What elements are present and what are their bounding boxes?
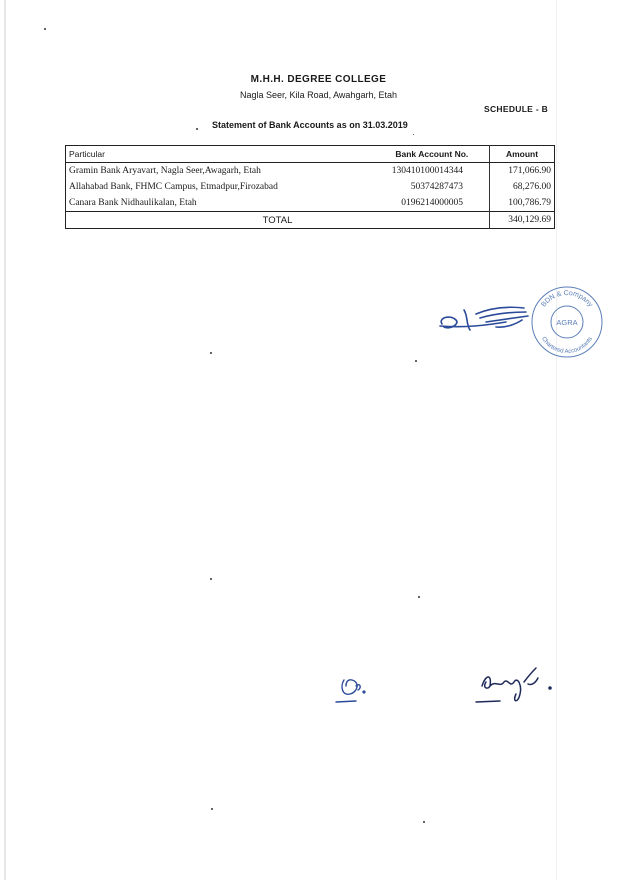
header-amount: Amount xyxy=(490,146,555,163)
cell-amount: 68,276.00 xyxy=(490,179,555,195)
cell-account: 130410100014344 xyxy=(391,166,464,176)
header-particular: Particular xyxy=(66,146,375,163)
total-amount: 340,129.69 xyxy=(490,212,555,229)
cell-particular: Allahabad Bank, FHMC Campus, Etmadpur,Firozabad xyxy=(69,182,278,192)
scan-speck xyxy=(210,352,212,354)
table-header-row xyxy=(66,146,555,163)
bank-accounts-table xyxy=(65,145,555,229)
total-label: TOTAL xyxy=(66,212,490,229)
scan-speck xyxy=(211,808,213,810)
scan-edge xyxy=(4,0,6,880)
stamp-top-text: BDN & Company xyxy=(540,289,594,309)
college-signature-strokes xyxy=(476,668,551,702)
cell-amount: 171,066.90 xyxy=(490,163,555,180)
cell-account: 50374287473 xyxy=(410,182,464,192)
scan-speck xyxy=(418,596,420,598)
stamp-bottom-text: Chartered Accountants xyxy=(540,336,594,356)
initial-signature xyxy=(334,672,374,706)
scan-speck xyxy=(196,128,198,130)
table-row xyxy=(66,179,555,195)
schedule-label: SCHEDULE - B xyxy=(484,104,549,114)
table-row xyxy=(66,195,555,212)
auditor-signature xyxy=(436,300,536,338)
table-row xyxy=(66,163,555,180)
cell-account: 0196214000005 xyxy=(401,198,464,208)
cell-particular: Gramin Bank Aryavart, Nagla Seer,Awagarh, Etah xyxy=(69,166,261,176)
cell-amount: 100,786.79 xyxy=(490,195,555,212)
total-row xyxy=(66,212,555,229)
college-signature xyxy=(472,664,562,710)
initial-strokes xyxy=(336,680,365,702)
scan-speck xyxy=(413,134,414,135)
header-account: Bank Account No. xyxy=(375,146,490,163)
scan-edge xyxy=(556,0,557,880)
scan-speck xyxy=(423,821,425,823)
scan-speck xyxy=(415,360,417,362)
college-name: M.H.H. DEGREE COLLEGE xyxy=(250,74,387,85)
college-address: Nagla Seer, Kila Road, Awahgarh, Etah xyxy=(240,90,397,100)
firm-stamp xyxy=(526,278,608,360)
cell-particular: Canara Bank Nidhaulikalan, Etah xyxy=(69,198,197,208)
scan-speck xyxy=(210,578,212,580)
statement-title: Statement of Bank Accounts as on 31.03.2019 xyxy=(212,120,408,130)
auditor-signature-strokes xyxy=(440,307,528,330)
scan-speck xyxy=(44,28,46,30)
stamp-center-text: AGRA xyxy=(556,318,578,327)
